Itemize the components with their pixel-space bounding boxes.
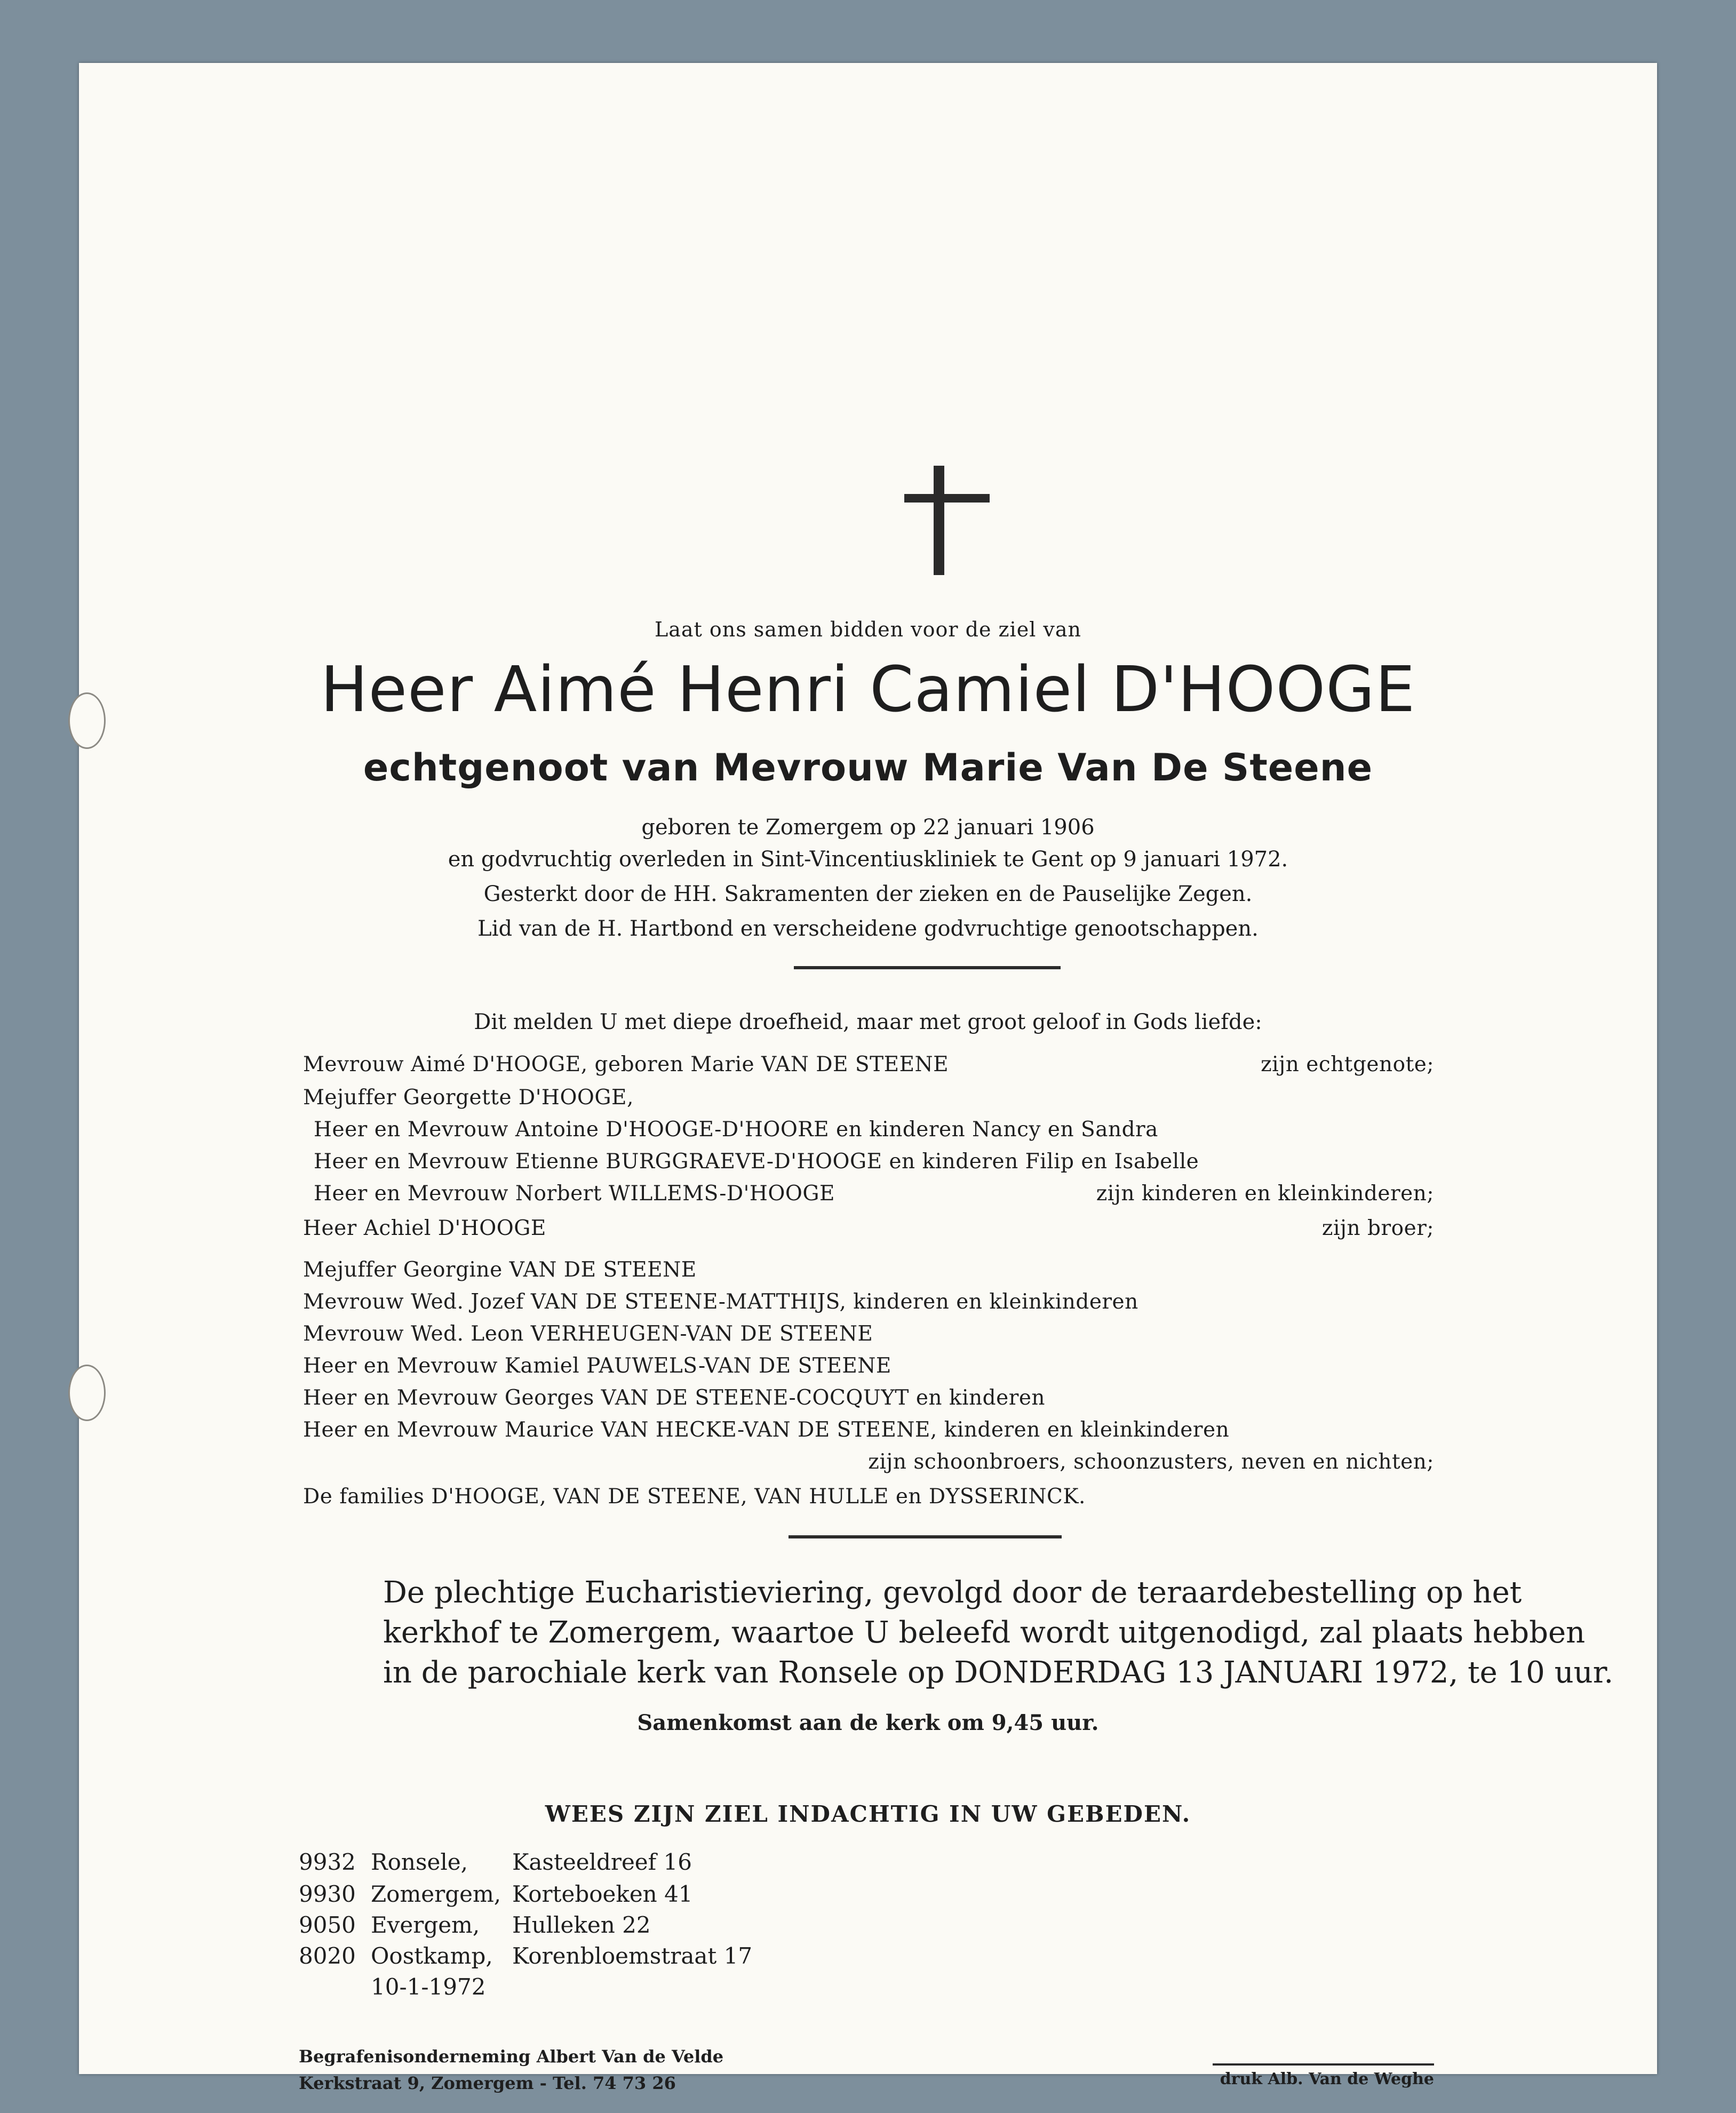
family-name: Heer en Mevrouw Norbert WILLEMS-D'HOOGE [314,1182,835,1206]
bio-line: Lid van de H. Hartbond en verscheidene godvruchtige genootschappen. [477,916,1259,941]
ceremony-line: in de parochiale kerk van Ronsele op DONDERDAG 13 JANUARI 1972, te 10 uur. [383,1655,1614,1690]
ceremony-line: De plechtige Eucharistieviering, gevolgd door de teraardebestelling op het [383,1575,1522,1610]
family-relation: zijn broer; [1321,1216,1434,1240]
family-row [303,1052,1434,1077]
divider [1213,2063,1434,2066]
memorial-card [79,63,1657,2093]
announcement: Dit melden U met diepe droefheid, maar met groot geloof in Gods liefde: [474,1010,1262,1034]
family-row [303,1290,1434,1314]
street: Korenbloemstraat 17 [512,1943,753,1969]
family-name: Mevrouw Wed. Leon VERHEUGEN-VAN DE STEENE [303,1322,873,1346]
bio-line: en godvruchtig overleden in Sint-Vincentiuskliniek te Gent op 9 januari 1972. [448,847,1288,872]
address-row [299,1881,693,1907]
family-name: Mejuffer Georgette D'HOOGE, [303,1086,634,1110]
bio-line: geboren te Zomergem op 22 januari 1906 [641,815,1095,840]
family-row [303,1386,1434,1410]
family-name: Mejuffer Georgine VAN DE STEENE [303,1258,697,1282]
divider [794,966,1061,969]
family-name: De families D'HOOGE, VAN DE STEENE, VAN HULLE en DYSSERINCK. [303,1485,1086,1509]
family-name: Mevrouw Aimé D'HOOGE, geboren Marie VAN DE STEENE [303,1052,949,1077]
family-row [303,1322,1434,1346]
punch-hole-bottom [68,1365,106,1421]
ceremony-line: kerkhof te Zomergem, waartoe U beleefd wordt uitgenodigd, zal plaats hebben [383,1615,1586,1650]
gathering-note: Samenkomst aan de kerk om 9,45 uur. [637,1710,1099,1735]
town: Ronsele, [371,1849,468,1875]
family-name: Heer en Mevrouw Georges VAN DE STEENE-COCQUYT en kinderen [303,1386,1046,1410]
postal-code: 9932 [299,1849,356,1875]
family-name: Heer en Mevrouw Kamiel PAUWELS-VAN DE STEENE [303,1354,891,1378]
printer-credit: druk Alb. Van de Weghe [1220,2070,1434,2088]
family-name: Heer Achiel D'HOOGE [303,1216,546,1240]
family-row [303,1216,1434,1240]
divider [789,1535,1062,1538]
family-row [303,1258,1434,1282]
family-row [314,1118,1434,1142]
family-name: Heer en Mevrouw Etienne BURGGRAEVE-D'HOOGE en kinderen Filip en Isabelle [314,1150,1199,1174]
family-relation: zijn kinderen en kleinkinderen; [1096,1182,1434,1206]
family-row [303,1086,1434,1110]
family-relation: zijn echtgenote; [1261,1052,1434,1077]
family-row [314,1150,1434,1174]
bio-line: Gesterkt door de HH. Sakramenten der zieken en de Pauselijke Zegen. [483,882,1253,906]
family-row [314,1182,1434,1206]
family-name: Heer en Mevrouw Antoine D'HOOGE-D'HOORE en kinderen Nancy en Sandra [314,1118,1158,1142]
intro-text: Laat ons samen bidden voor de ziel van [654,618,1082,641]
deceased-name: Heer Aimé Henri Camiel D'HOOGE [320,652,1416,726]
town: Zomergem, [371,1881,501,1907]
postal-code: 8020 [299,1943,356,1969]
prayer-line: WEES ZIJN ZIEL INDACHTIG IN UW GEBEDEN. [545,1801,1191,1827]
postal-code: 9050 [299,1912,356,1938]
street: Kasteeldreef 16 [512,1849,692,1875]
cross-icon-bar [904,494,990,503]
family-row [303,1418,1434,1442]
undertaker-line: Kerkstraat 9, Zomergem - Tel. 74 73 26 [299,2073,676,2093]
town: Oostkamp, [371,1943,493,1969]
postal-code: 9930 [299,1881,356,1907]
address-row [299,1849,692,1875]
town: Evergem, [371,1912,480,1938]
street: Hulleken 22 [512,1912,651,1938]
address-row [299,1912,651,1938]
undertaker-line: Begrafenisonderneming Albert Van de Velde [299,2046,724,2067]
street: Korteboeken 41 [512,1881,693,1907]
family-name: Heer en Mevrouw Maurice VAN HECKE-VAN DE STEENE, kinderen en kleinkinderen [303,1418,1230,1442]
family-row [303,1485,1434,1509]
family-row [303,1354,1434,1378]
spouse-line: echtgenoot van Mevrouw Marie Van De Steene [363,746,1373,790]
cross-icon [934,466,944,575]
address-row [299,1943,753,1969]
family-name: Mevrouw Wed. Jozef VAN DE STEENE-MATTHIJS, kinderen en kleinkinderen [303,1290,1138,1314]
date: 10-1-1972 [371,1974,486,2000]
family-relation: zijn schoonbroers, schoonzusters, neven en nichten; [868,1450,1434,1474]
